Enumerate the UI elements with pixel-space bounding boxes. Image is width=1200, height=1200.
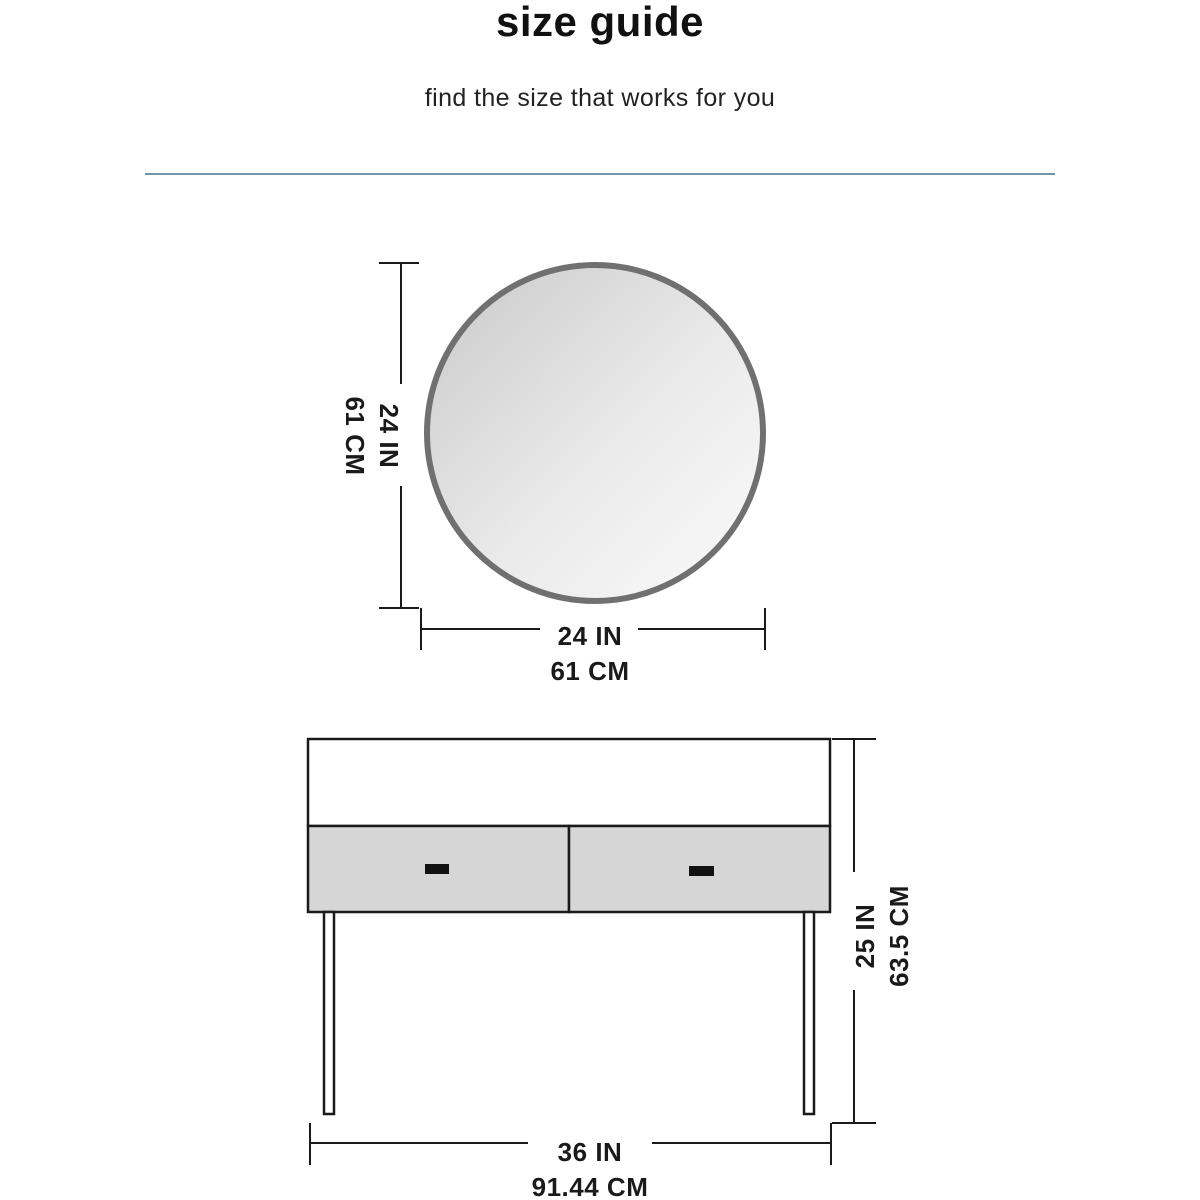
leg-left: [324, 912, 334, 1114]
mirror-height-in-label: 24 IN: [374, 403, 404, 469]
mirror-height-cm-label: 61 CM: [340, 396, 370, 476]
mirror-glass: [427, 265, 763, 601]
mirror-width-cm-label: 61 CM: [550, 656, 630, 686]
console-width-in-label: 36 IN: [557, 1137, 623, 1167]
drawer-right-handle: [689, 866, 714, 876]
page-subtitle: find the size that works for you: [424, 84, 776, 112]
console-top-panel: [308, 739, 830, 826]
console-width-cm-label: 91.44 CM: [531, 1172, 649, 1200]
drawer-left-handle: [425, 864, 449, 874]
console-height-cm-label: 63.5 CM: [884, 885, 914, 987]
console-height-in-label: 25 IN: [850, 903, 880, 969]
leg-right: [804, 912, 814, 1114]
page-title: size guide: [495, 0, 705, 45]
console-table-illustration: [308, 739, 830, 1114]
mirror-illustration: [427, 265, 763, 601]
mirror-width-in-label: 24 IN: [557, 621, 623, 651]
